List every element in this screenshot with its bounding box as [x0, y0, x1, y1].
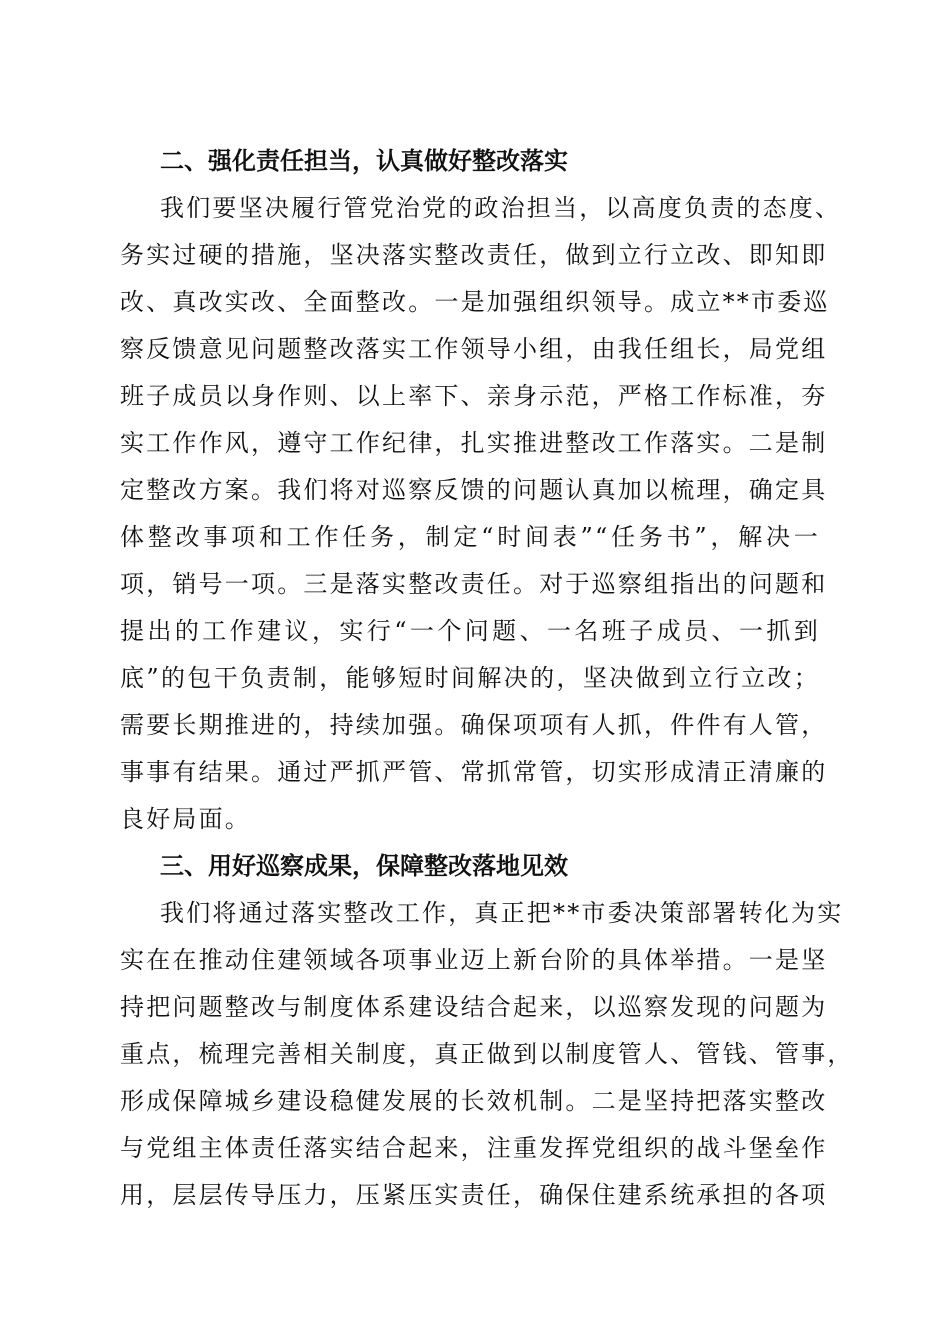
paragraph-line: 实在在推动住建领域各项事业迈上新台阶的具体举措。一是坚	[120, 946, 828, 974]
paragraph-line: 良好局面。	[120, 805, 251, 833]
paragraph-line: 班子成员以身作则、以上率下、亲身示范，严格工作标准，夯	[120, 382, 828, 410]
paragraph-line: 务实过硬的措施，坚决落实整改责任，做到立行立改、即知即	[120, 241, 828, 269]
paragraph-line: 项，销号一项。三是落实整改责任。对于巡察组指出的问题和	[120, 570, 828, 598]
section-heading: 三、用好巡察成果，保障整改落地见效	[160, 852, 568, 880]
paragraph-line: 底”的包干负责制，能够短时间解决的，坚决做到立行立改；	[120, 664, 820, 692]
paragraph-line: 重点，梳理完善相关制度，真正做到以制度管人、管钱、管事，	[120, 1040, 854, 1068]
paragraph-line: 我们要坚决履行管党治党的政治担当，以高度负责的态度、	[160, 194, 842, 222]
paragraph-line: 与党组主体责任落实结合起来，注重发挥党组织的战斗堡垒作	[120, 1134, 828, 1162]
paragraph-line: 实工作作风，遵守工作纪律，扎实推进整改工作落实。二是制	[120, 429, 828, 457]
paragraph-line: 事事有结果。通过严抓严管、常抓常管，切实形成清正清廉的	[120, 758, 828, 786]
paragraph-line: 持把问题整改与制度体系建设结合起来，以巡察发现的问题为	[120, 993, 828, 1021]
paragraph-line: 用，层层传导压力，压紧压实责任，确保住建系统承担的各项	[120, 1181, 828, 1209]
paragraph-line: 我们将通过落实整改工作，真正把**市委决策部署转化为实	[160, 899, 844, 927]
paragraph-line: 提出的工作建议，实行“一个问题、一名班子成员、一抓到	[120, 617, 820, 645]
paragraph-line: 定整改方案。我们将对巡察反馈的问题认真加以梳理，确定具	[120, 476, 828, 504]
paragraph-line: 改、真改实改、全面整改。一是加强组织领导。成立**市委巡	[120, 288, 830, 316]
section-heading: 二、强化责任担当，认真做好整改落实	[160, 147, 568, 175]
paragraph-line: 形成保障城乡建设稳健发展的长效机制。二是坚持把落实整改	[120, 1087, 828, 1115]
paragraph-line: 体整改事项和工作任务，制定“时间表”“任务书”，解决一	[120, 523, 820, 551]
paragraph-line: 需要长期推进的，持续加强。确保项项有人抓，件件有人管，	[120, 711, 828, 739]
paragraph-line: 察反馈意见问题整改落实工作领导小组，由我任组长，局党组	[120, 335, 828, 363]
